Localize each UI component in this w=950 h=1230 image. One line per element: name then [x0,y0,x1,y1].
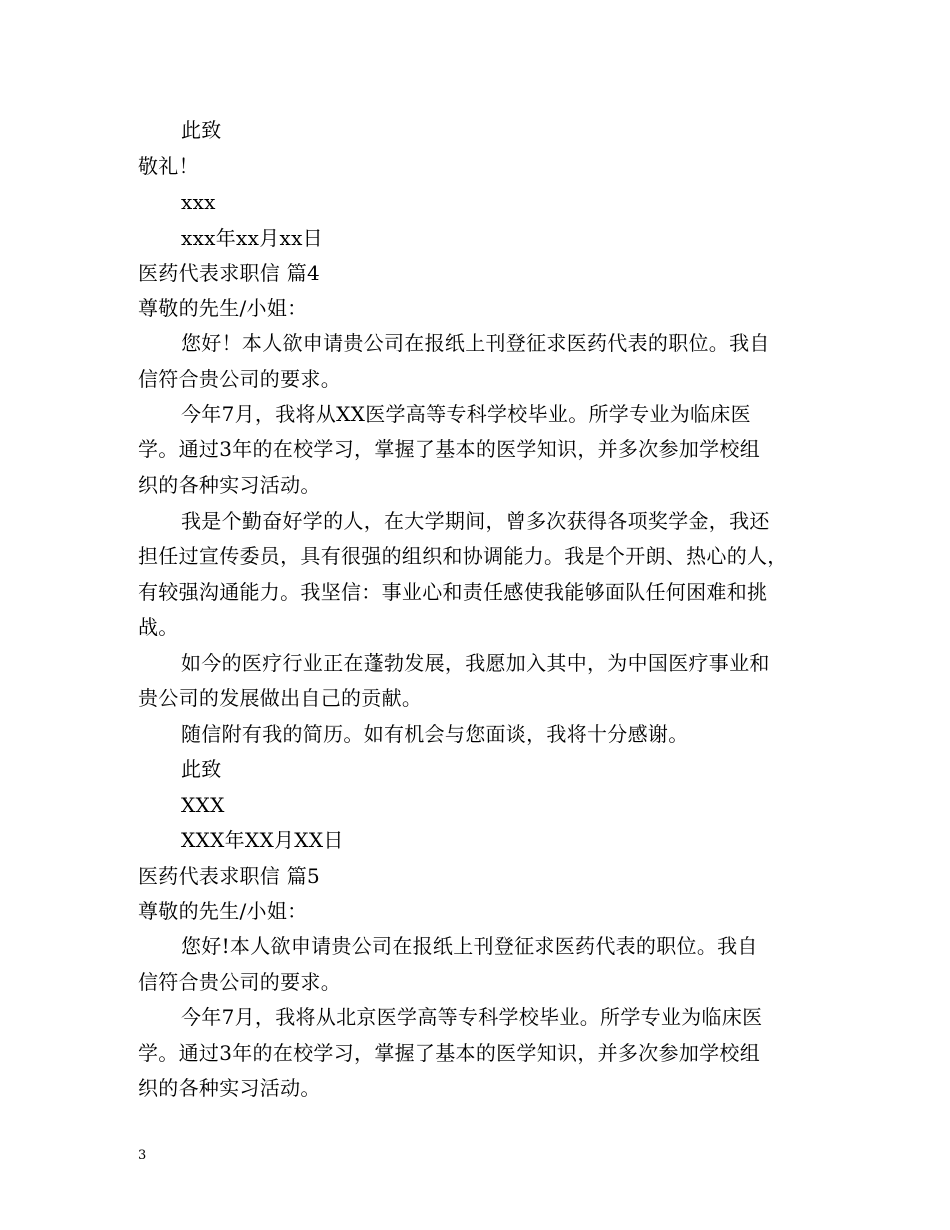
paragraph-line: 我是个勤奋好学的人，在大学期间，曾多次获得各项奖学金，我还 [181,509,770,533]
paragraph-line: 学。通过3年的在校学习，掌握了基本的医学知识，并多次参加学校组 [138,437,761,461]
paragraph-line: 有较强沟通能力。我坚信：事业心和责任感使我能够面队任何困难和挑 [138,580,768,604]
paragraph-line: 织的各种实习活动。 [138,473,321,497]
paragraph-line: 如今的医疗行业正在蓬勃发展，我愿加入其中，为中国医疗事业和 [181,651,770,675]
signature-date: XXX年XX月XX日 [181,828,344,852]
paragraph-line: 今年7月，我将从XX医学高等专科学校毕业。所学专业为临床医 [181,402,751,426]
closing-salutation: 此致 [181,118,222,142]
paragraph-line: 信符合贵公司的要求。 [138,367,341,391]
greeting: 尊敬的先生/小姐： [138,899,308,923]
paragraph-line: 担任过宣传委员，具有很强的组织和协调能力。我是个开朗、热心的人， [138,544,788,568]
paragraph-line: 织的各种实习活动。 [138,1076,321,1100]
paragraph-line: 您好！本人欲申请贵公司在报纸上刊登征求医药代表的职位。我自 [181,331,770,355]
signature-name: xxx [181,190,216,214]
paragraph-line: 学。通过3年的在校学习，掌握了基本的医学知识，并多次参加学校组 [138,1041,761,1065]
paragraph-line: 随信附有我的简历。如有机会与您面谈，我将十分感谢。 [181,722,689,746]
signature-name: XXX [181,793,225,817]
section-heading: 医药代表求职信 篇4 [138,261,321,285]
paragraph-line: 战。 [138,615,179,639]
page-number: 3 [138,1148,147,1163]
paragraph-line: 您好!本人欲申请贵公司在报纸上刊登征求医药代表的职位。我自 [181,934,758,958]
paragraph-line: 信符合贵公司的要求。 [138,970,341,994]
paragraph-line: 贵公司的发展做出自己的贡献。 [138,686,423,710]
paragraph-line: 今年7月，我将从北京医学高等专科学校毕业。所学专业为临床医 [181,1005,763,1029]
closing-salutation: 此致 [181,757,222,781]
closing-regards: 敬礼！ [138,154,199,178]
signature-date: xxx年xx月xx日 [181,226,323,250]
greeting: 尊敬的先生/小姐： [138,296,308,320]
section-heading: 医药代表求职信 篇5 [138,864,321,888]
